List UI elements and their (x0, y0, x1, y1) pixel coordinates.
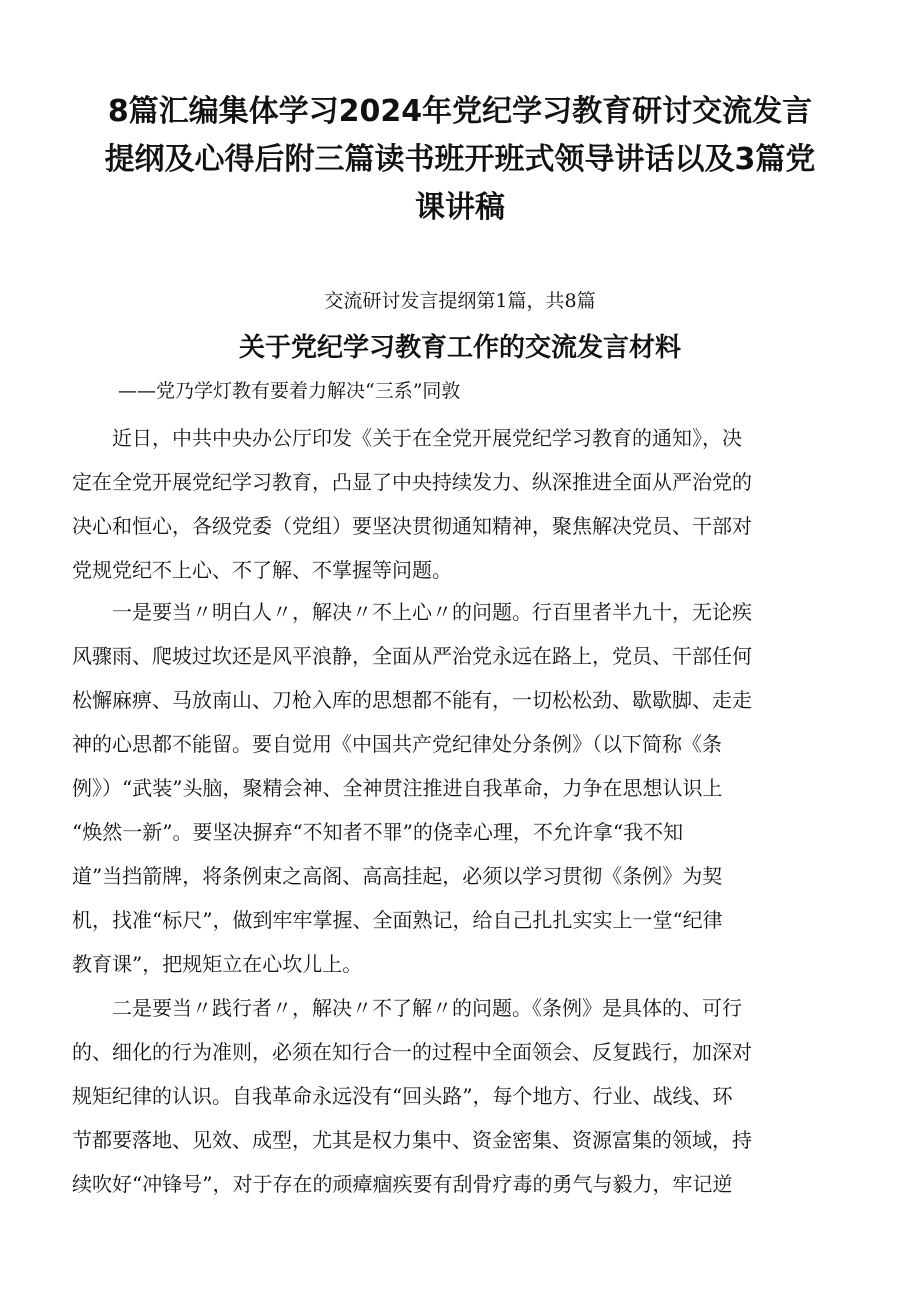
text-line: 一是要当〃明白人〃，解决〃不上心〃的问题。行百里者半九十，无论疾 (72, 600, 752, 624)
text-line: 定在全党开展党纪学习教育，凸显了中央持续发力、纵深推进全面从严治党的 (72, 470, 752, 494)
text-line: 风骤雨、爬坡过坎还是风平浪静，全面从严治党永远在路上，党员、干部任何 (72, 644, 752, 668)
text-line: 例》）“武装”头脑，聚精会神、全神贯注推进自我革命，力争在思想认识上 (72, 776, 723, 800)
paragraph-3 (72, 986, 860, 1206)
text-line: 规矩纪律的认识。自我革命永远没有“回头路”，每个地方、行业、战线、环 (72, 1084, 733, 1108)
text-line: 教育课”，把规矩立在心坎儿上。 (72, 952, 363, 976)
text-line: 近日，中共中央办公厅印发《关于在全党开展党纪学习教育的通知》，决 (72, 426, 742, 450)
text-line: 党规党纪不上心、不了解、不掌握等问题。 (72, 558, 452, 582)
text-line: 续吹好“冲锋号”，对于存在的顽瘴痼疾要有刮骨疗毒的勇气与毅力，牢记逆 (72, 1172, 733, 1196)
section-subtitle: ——党乃学灯教有要着力解决“三系”同敦 (118, 380, 461, 402)
title-line: 提纲及心得后附三篇读书班开班式领导讲话以及3篇党 (104, 142, 816, 177)
document-title (100, 88, 820, 232)
text-line: 神的心思都不能留。要自觉用《中国共产党纪律处分条例》（以下简称《条 (72, 732, 722, 756)
text-line: 二是要当〃践行者〃，解决〃不了解〃的问题。《条例》是具体的、可行 (72, 996, 742, 1020)
section-title: 关于党纪学习教育工作的交流发言材料 (238, 333, 681, 363)
text-line: 决心和恒心，各级党委（党组）要坚决贯彻通知精神，聚焦解决党员、干部对 (72, 514, 752, 538)
text-line: 松懈麻痹、马放南山、刀枪入库的思想都不能有，一切松松劲、歇歇脚、走走 (72, 688, 752, 712)
title-line: 8篇汇编集体学习2024年党纪学习教育研讨交流发言 (107, 94, 813, 129)
text-line: “焕然一新”。要坚决摒弃“不知者不罪”的侥幸心理，不允许拿“我不知 (72, 820, 684, 844)
text-line: 机，找准“标尺”，做到牢牢掌握、全面熟记，给自己扎扎实实上一堂“纪律 (72, 908, 723, 932)
text-line: 节都要落地、见效、成型，尤其是权力集中、资金密集、资源富集的领域，持 (72, 1128, 752, 1152)
text-line: 道”当挡箭牌，将条例束之高阁、高高挂起，必须以学习贯彻《条例》为契 (72, 864, 723, 888)
paragraph-1 (72, 416, 860, 592)
title-line: 课讲稿 (415, 190, 505, 225)
part-label: 交流研讨发言提纲第1篇，共8篇 (324, 290, 596, 312)
text-line: 的、细化的行为准则，必须在知行合一的过程中全面领会、反复践行，加深对 (72, 1040, 752, 1064)
paragraph-2 (72, 590, 860, 986)
